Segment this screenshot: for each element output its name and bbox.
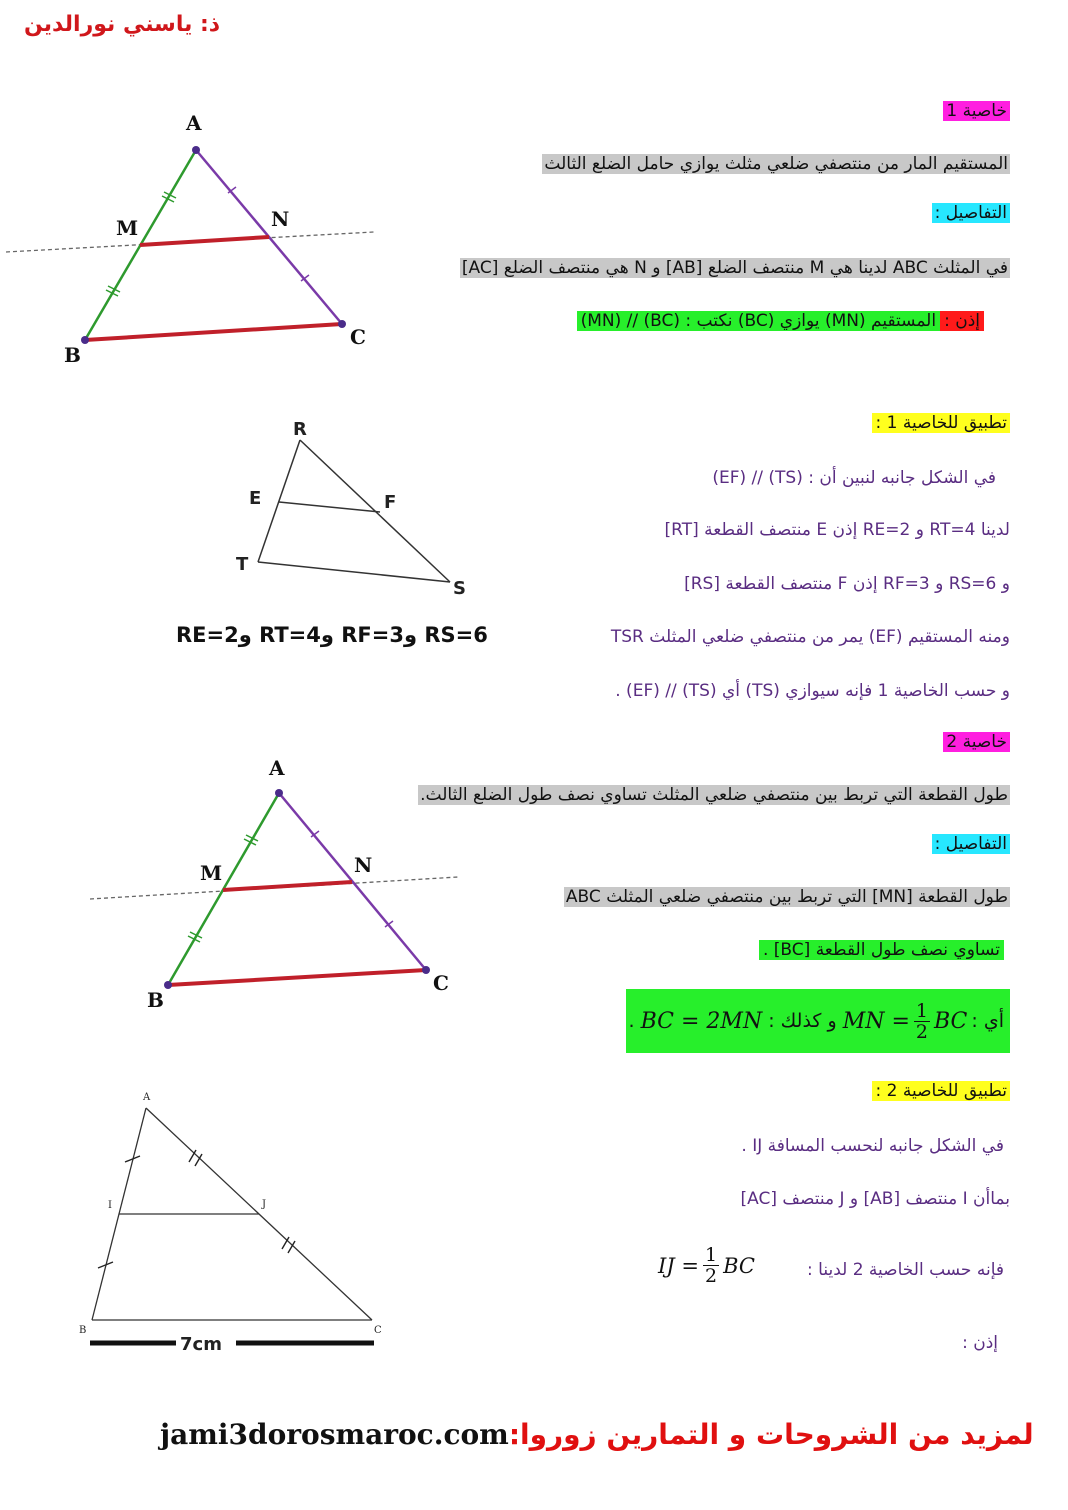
prop2-frac-den: 2 (915, 1020, 928, 1043)
figure-triangle-abc-2 (90, 756, 458, 1012)
app2-line-2: بماأن I منتصف [AB] و J منتصف [AC] (740, 1189, 1010, 1209)
figure-triangle-abc-1 (6, 111, 374, 367)
prop2-detail-2: تساوي نصف طول القطعة [BC] . (759, 940, 1004, 960)
label-n-2: N (354, 853, 373, 877)
label-7cm: 7cm (180, 1334, 222, 1355)
label-m-2: M (200, 861, 223, 885)
figure-triangle-aij (79, 1092, 382, 1355)
label-m: M (116, 216, 139, 240)
prop1-title: خاصية 1 (943, 101, 1010, 121)
label-a: A (186, 111, 202, 135)
prop2-and-label: و كذلك : (768, 1010, 837, 1032)
label-t: T (236, 554, 249, 575)
prop2-frac-num: 1 (915, 999, 928, 1022)
app2-ij-formula (658, 1245, 755, 1286)
prop1-conclusion: المستقيم (MN) يوازي (BC) نكتب : (BC) // (MN) (577, 311, 941, 331)
label-b: B (64, 343, 81, 367)
app1-line-1: في الشكل جانبه لنبين أن : (TS) // (EF) (712, 468, 996, 488)
app2-ij-tail: BC (723, 1253, 755, 1278)
app1-line-2: لدينا RT=4 و RE=2 إذن E منتصف القطعة [RT] (664, 520, 1010, 540)
label-a-2: A (269, 756, 285, 780)
label-c-3: C (374, 1325, 382, 1336)
prop2-formula-left-tail: BC (933, 1008, 968, 1034)
footer-text: لمزيد من الشروحات و التمارين زوروا: (508, 1418, 1034, 1451)
figure-triangle-rts (236, 419, 466, 599)
label-i: I (108, 1200, 112, 1211)
label-s: S (453, 578, 466, 599)
prop2-formula-box (626, 989, 1010, 1053)
footer (160, 1418, 1034, 1451)
app1-title: تطبيق للخاصية 1 : (872, 413, 1010, 433)
footer-site-link[interactable]: jami3dorosmaroc.com (160, 1418, 509, 1451)
prop2-formula-left: MN = (842, 1008, 910, 1034)
prop2-formula-right: BC = 2MN (640, 1008, 763, 1034)
prop2-details-label: التفاصيل : (932, 834, 1010, 854)
label-c-2: C (433, 971, 449, 995)
prop2-ai-label: أي : (971, 1010, 1004, 1032)
app1-line-3: و RS=6 و RF=3 إذن F منتصف القطعة [RS] (684, 574, 1010, 594)
app2-ij-num: 1 (705, 1244, 718, 1266)
prop2-statement: طول القطعة التي تربط بين منتصفي ضلعي المثلث تساوي نصف طول الضلع الثالث. (420, 785, 1008, 805)
app2-title: تطبيق للخاصية 2 : (872, 1081, 1010, 1101)
prop1-conclusion-label: إذن : (940, 311, 984, 331)
prop2-title: خاصية 2 (943, 732, 1010, 752)
prop1-detail: في المثلث ABC لدينا هي M منتصف الضلع [AB] و N هي منتصف الضلع [AC] (461, 258, 1008, 278)
label-e: E (249, 488, 262, 509)
prop1-statement: المستقيم المار من منتصفي ضلعي مثلث يوازي حامل الضلع الثالث (544, 154, 1008, 174)
app2-ij-left: IJ = (658, 1253, 699, 1278)
label-j: J (262, 1199, 267, 1210)
segment-mn (140, 237, 269, 245)
app2-line-3: فإنه حسب الخاصية 2 لدينا : (807, 1260, 1004, 1280)
app2-line-4: إذن : (962, 1333, 998, 1353)
label-n: N (271, 207, 290, 231)
side-bc (85, 324, 342, 340)
label-f: F (384, 492, 397, 513)
label-b-3: B (79, 1325, 87, 1336)
prop2-detail-1: طول القطعة [MN] التي تربط بين منتصفي ضلعي المثلث ABC (565, 887, 1008, 907)
app2-line-1: في الشكل جانبه لنحسب المسافة IJ . (741, 1136, 1004, 1156)
prop2-formula-end: . (628, 1010, 635, 1032)
author-name: ذ: ياسني نورالدين (24, 12, 221, 37)
app1-figure-conditions: RS=6 وRF=3 وRT=4 وRE=2 (176, 623, 488, 647)
app1-line-4: ومنه المستقيم (EF) يمر من منتصفي ضلعي المثلث TSR (610, 627, 1010, 647)
label-c: C (350, 325, 366, 349)
app2-ij-den: 2 (705, 1265, 718, 1287)
label-r: R (293, 419, 307, 440)
prop1-details-label: التفاصيل : (932, 203, 1010, 223)
label-a-3: A (143, 1092, 151, 1103)
label-b-2: B (147, 988, 164, 1012)
app1-line-5: و حسب الخاصية 1 فإنه سيوازي (TS) أي (TS) // (EF) . (615, 681, 1010, 701)
